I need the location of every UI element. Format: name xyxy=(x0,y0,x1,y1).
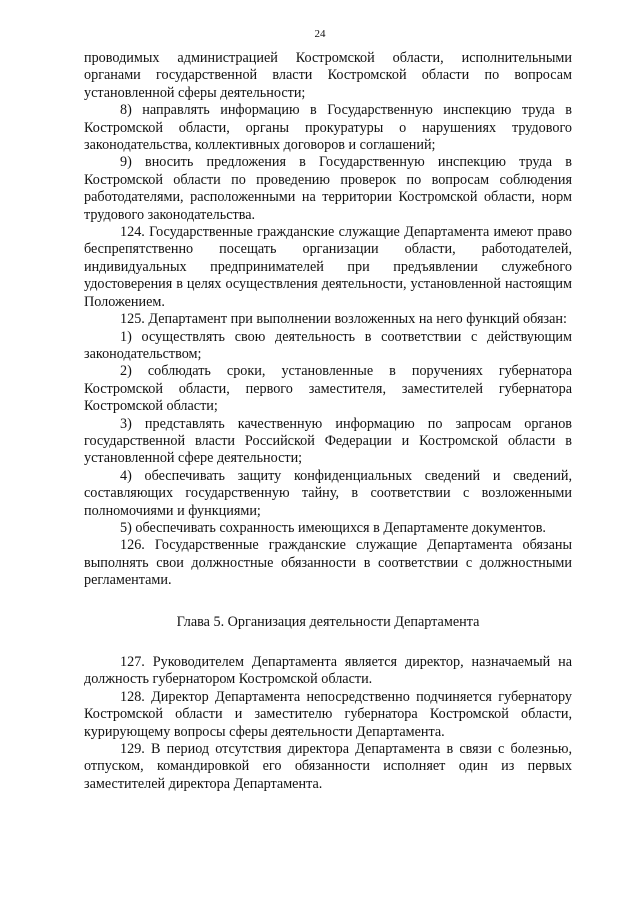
document-body xyxy=(84,50,572,793)
paragraph: 4) обеспечивать защиту конфиденциальных сведений и сведений, составляющих государственную тайну, в соответствии с возложенными полномочиями и функциями; xyxy=(84,467,572,519)
paragraph: проводимых администрацией Костромской области, исполнительными органами государственной власти Костромской области по вопросам установленной сферы деятельности; xyxy=(84,50,572,101)
paragraph: 124. Государственные гражданские служащие Департамента имеют право беспрепятственно посещать организации области, работодателей, индивидуальных предпринимателей при предъявлении служебного удостоверения в целях осуществления деятельности, установленной настоящим Положением. xyxy=(84,224,572,310)
paragraph: 3) представлять качественную информацию по запросам органов государственной власти Российской Федерации и Костромской области в установленной сфере деятельности; xyxy=(84,415,572,467)
paragraph: 129. В период отсутствия директора Департамента в связи с болезнью, отпуском, командировкой его обязанности исполняет один из первых заместителей директора Департамента. xyxy=(84,741,572,792)
chapter-heading: Глава 5. Организация деятельности Департамента xyxy=(176,613,480,630)
paragraph: 5) обеспечивать сохранность имеющихся в Департаменте документов. xyxy=(120,519,546,536)
paragraph: 128. Директор Департамента непосредственно подчиняется губернатору Костромской области и заместителю губернатора Костромской области, курирующему вопросы сферы деятельности Департамента. xyxy=(84,688,572,740)
paragraph: 127. Руководителем Департамента является директор, назначаемый на должность губернатором Костромской области. xyxy=(84,654,572,688)
paragraph: 9) вносить предложения в Государственную инспекцию труда в Костромской области по проведению проверок по вопросам соблюдения работодателями, расположенными на территории Костромской области, норм трудового законодательства. xyxy=(84,154,572,223)
paragraph: 8) направлять информацию в Государственную инспекцию труда в Костромской области, органы прокуратуры о нарушениях трудового законодательства, коллективных договоров и соглашений; xyxy=(84,102,572,154)
page-number: 24 xyxy=(314,28,326,40)
paragraph: 2) соблюдать сроки, установленные в поручениях губернатора Костромской области, первого заместителя, заместителей губернатора Костромской области; xyxy=(84,363,572,415)
paragraph: 125. Департамент при выполнении возложенных на него функций обязан: xyxy=(120,311,567,328)
paragraph: 126. Государственные гражданские служащие Департамента обязаны выполнять свои должностные обязанности в соответствии с должностными регламентами. xyxy=(84,537,572,589)
paragraph: 1) осуществлять свою деятельность в соответствии с действующим законодательством; xyxy=(84,328,572,362)
